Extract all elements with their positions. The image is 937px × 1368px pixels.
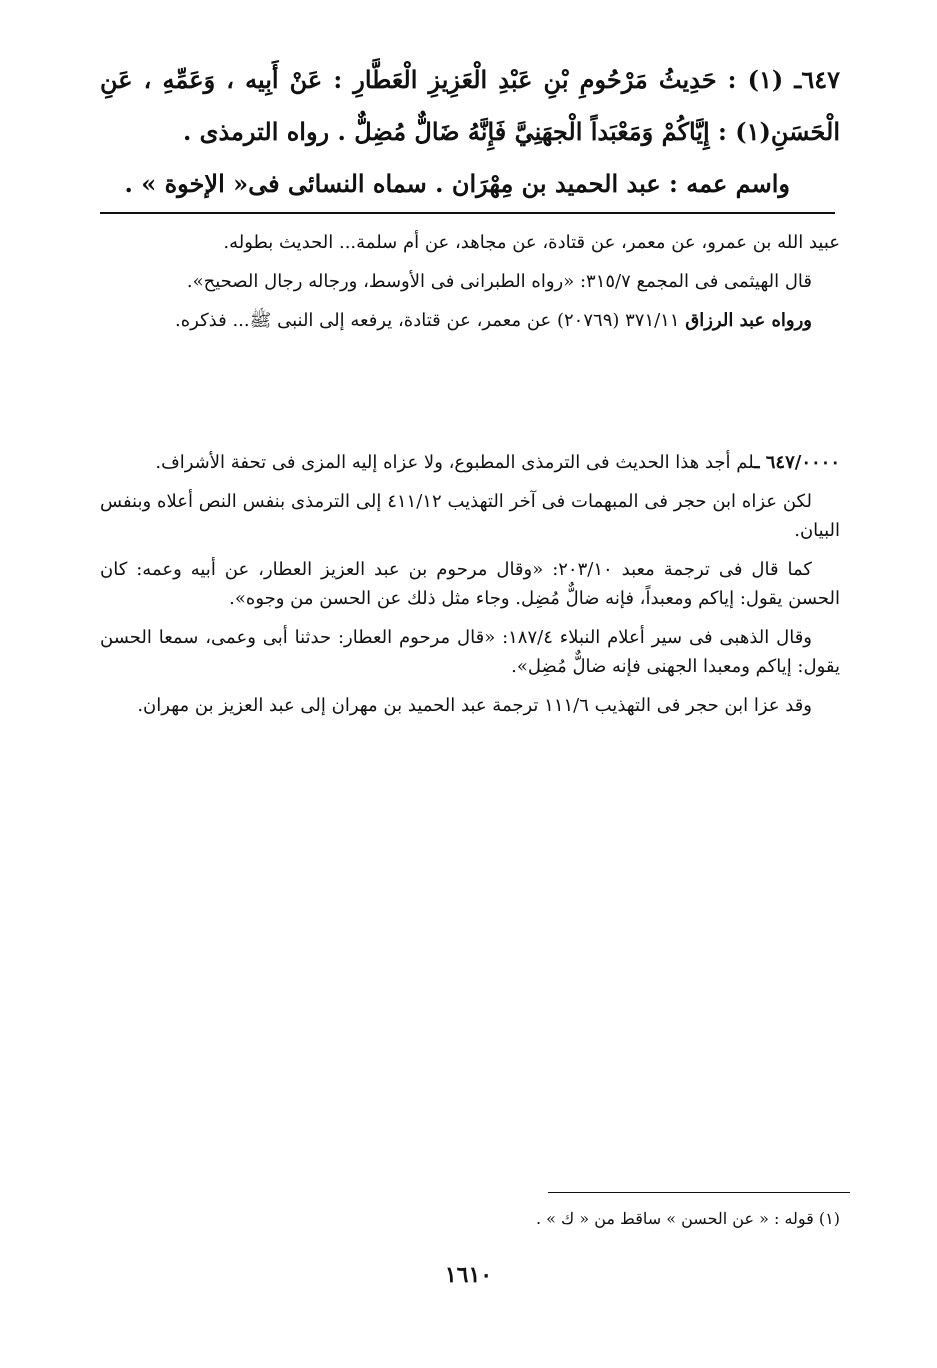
commentary-text: لم أجد هذا الحديث فى الترمذى المطبوع، ولا عزاه إليه المزى فى تحفة الأشراف. [155,452,755,473]
commentary-paragraph: عبيد الله بن عمرو، عن معمر، عن قتادة، عن مجاهد، عن أم سلمة... الحديث بطوله. [223,232,840,253]
commentary-block-previous [100,228,840,345]
commentary-paragraph: لكن عزاه ابن حجر فى المبهمات فى آخر التهذيب ٤١١/١٢ إلى الترمذى بنفس النص أعلاه وبنفس البيان. [100,491,840,541]
entry-number: ٦٤٧/٠٠٠٠ ـ [754,452,840,473]
footnote [100,1206,840,1232]
main-hadith-text [100,54,840,210]
footnote-separator-rule [548,1192,850,1193]
hadith-uncle-name: واسم عمه : عبد الحميد بن مِهْرَان . سماه النسائى فى« الإخوة » . [124,169,790,198]
commentary-paragraph: وقال الذهبى فى سير أعلام النبلاء ١٨٧/٤: «قال مرحوم العطار: حدثنا أبى وعمى، سمعا الحسن يقول: إياكم ومعبدا الجهنى فإنه ضالٌّ مُضِل». [100,627,840,677]
commentary-block-647 [100,448,840,730]
commentary-paragraph: كما قال فى ترجمة معبد ٢٠٣/١٠: «وقال مرحوم بن عبد العزيز العطار، عن أبيه وعمه: كان الحسن يقول: إياكم ومعبداً، فإنه ضالٌّ مُضِل. وجاء مثل ذلك عن الحسن من وجوه». [100,559,840,609]
commentary-bold-lead: ورواه عبد الرزاق [685,310,812,331]
commentary-text: ٣٧١/١١ (٢٠٧٦٩) عن معمر، عن قتادة، يرفعه إلى النبى ﷺ... فذكره. [175,310,686,331]
commentary-paragraph: قال الهيثمى فى المجمع ٣١٥/٧: «رواه الطبرانى فى الأوسط، ورجاله رجال الصحيح». [186,271,812,292]
commentary-paragraph [100,448,840,477]
main-separator-rule [100,212,835,214]
footnote-text: (١) قوله : « عن الحسن » ساقط من « ك » . [536,1209,840,1228]
page-number: ١٦١٠ [444,1262,493,1288]
commentary-paragraph [100,306,840,335]
hadith-entry: ٦٤٧ـ (١) : حَدِيثُ مَرْحُومِ بْنِ عَبْدِ الْعَزِيزِ الْعَطَّارِ : عَنْ أَبِيه ، وَعَمِّهِ ، عَنِ الْحَسَنِ(١) : إِيَّاكُمْ وَمَعْبَداً الْجهَنِيَّ فَإِنَّهُ ضَالٌّ مُضِلٌّ . رواه الترمذى . [100,65,840,146]
commentary-paragraph: وقد عزا ابن حجر فى التهذيب ١١١/٦ ترجمة عبد الحميد بن مهران إلى عبد العزيز بن مهران. [137,695,812,716]
